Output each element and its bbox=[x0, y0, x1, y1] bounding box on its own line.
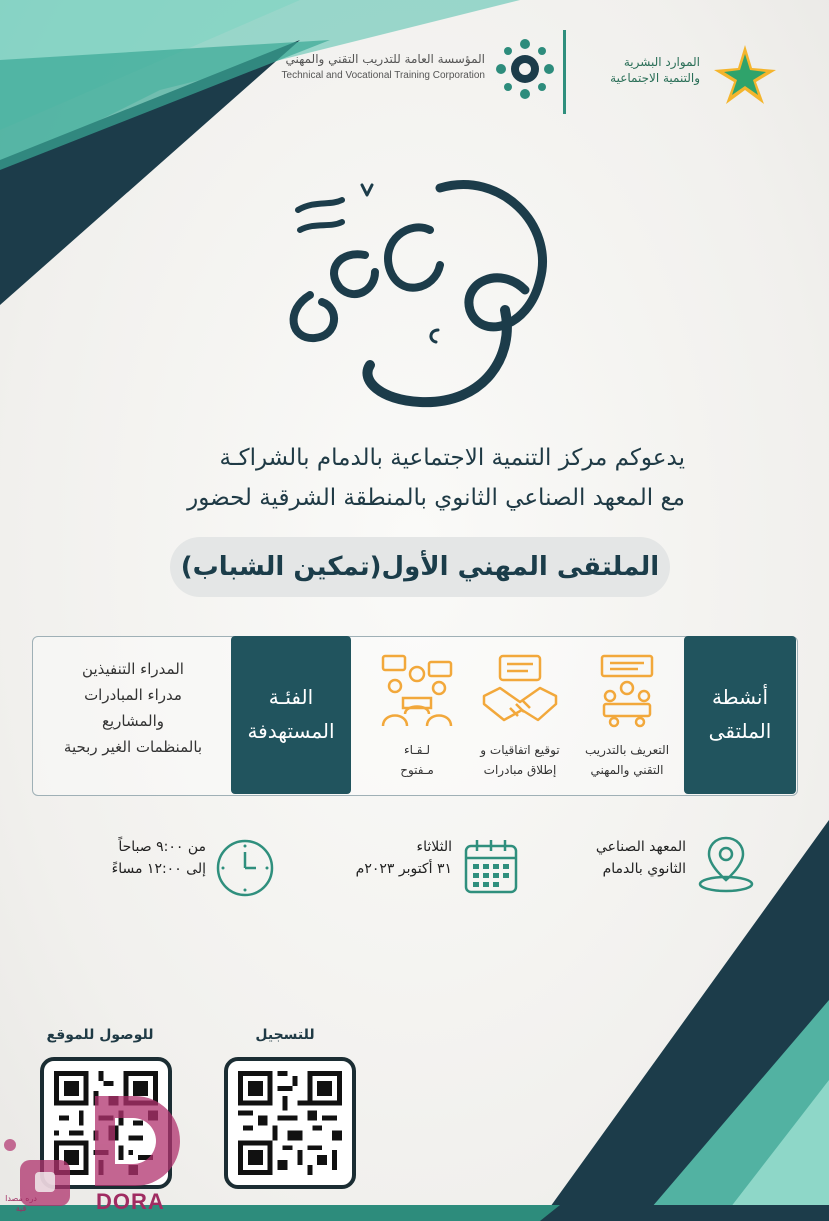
invitation-calligraphy bbox=[270, 170, 560, 420]
target-line: مدراء المبادرات bbox=[84, 686, 182, 704]
activity-training-line2: التقني والمهني bbox=[590, 763, 664, 777]
target-line: بالمنظمات الغير ربحية bbox=[63, 738, 203, 756]
location-line2: الثانوي بالدمام bbox=[602, 861, 686, 877]
register-qr-code[interactable] bbox=[224, 1057, 356, 1189]
handshake-icon bbox=[480, 652, 560, 732]
tvtc-emblem-icon bbox=[495, 36, 555, 102]
intro-line1: يدعوكم مركز التنمية الاجتماعية بالدمام بالشراكـة bbox=[219, 445, 685, 471]
activity-agreements-line1: توقيع اتفاقيات و bbox=[480, 743, 560, 757]
activity-item-open-meeting bbox=[362, 652, 472, 777]
logo-divider bbox=[563, 30, 566, 114]
location-pin-icon bbox=[697, 834, 755, 894]
activities-header-line2: الملتقى bbox=[708, 719, 772, 743]
event-name: الملتقى المهني الأول(تمكين الشباب) bbox=[180, 552, 660, 582]
target-audience-list bbox=[48, 656, 218, 760]
qr-code-icon bbox=[238, 1071, 342, 1175]
presentation-icon bbox=[592, 652, 662, 732]
date-line1: الثلاثاء bbox=[416, 839, 452, 855]
mhrsd-name-line2: والتنمية الاجتماعية bbox=[610, 71, 700, 85]
intro-text bbox=[110, 438, 685, 518]
event-time bbox=[70, 836, 206, 880]
location-line1: المعهد الصناعي bbox=[595, 839, 686, 855]
meeting-icon bbox=[377, 652, 457, 732]
activity-item-training bbox=[572, 652, 682, 777]
intro-line2: مع المعهد الصناعي الثانوي بالمنطقة الشرقية لحضور bbox=[187, 485, 685, 511]
activity-meeting-line2: مـفتوح bbox=[400, 763, 434, 777]
register-qr-label: للتسجيل bbox=[255, 1027, 315, 1043]
time-line1: من ٩:٠٠ صباحاً bbox=[118, 839, 206, 855]
palm-star-icon bbox=[710, 40, 780, 110]
event-date bbox=[318, 836, 452, 880]
activity-meeting-line1: لـقـاء bbox=[403, 743, 431, 757]
tvtc-name-en: Technical and Vocational Training Corporation bbox=[281, 70, 485, 81]
mhrsd-logo bbox=[590, 40, 780, 110]
event-location bbox=[560, 836, 686, 880]
dora-watermark-text: DORA bbox=[96, 1189, 165, 1214]
event-name-pill bbox=[170, 537, 670, 597]
location-qr-label: للوصول للموقع bbox=[46, 1027, 154, 1043]
activities-header-line1: أنشطة bbox=[711, 685, 769, 709]
calendar-icon bbox=[463, 838, 519, 896]
target-header-line1: الفئـة bbox=[268, 685, 314, 709]
activities-header bbox=[684, 636, 796, 794]
tvtc-name-ar: المؤسسة العامة للتدريب التقني والمهني bbox=[285, 52, 485, 66]
activity-item-agreements bbox=[465, 652, 575, 777]
dora-watermark-tagline: دره مصدا قية bbox=[5, 1194, 37, 1213]
mhrsd-name-line1: الموارد البشرية bbox=[623, 55, 700, 69]
target-line: المدراء التنفيذين bbox=[82, 660, 184, 678]
clock-icon bbox=[215, 838, 275, 898]
target-header bbox=[231, 636, 351, 794]
tvtc-logo bbox=[275, 30, 555, 110]
target-line: والمشاريع bbox=[101, 712, 164, 730]
target-header-line2: المستهدفة bbox=[247, 719, 335, 743]
time-line2: إلى ١٢:٠٠ مساءً bbox=[111, 861, 206, 877]
date-line2: ٣١ أكتوبر ٢٠٢٣م bbox=[355, 861, 452, 877]
activity-agreements-line2: إطلاق مبادرات bbox=[483, 763, 557, 777]
activity-training-line1: التعريف بالتدريب bbox=[584, 743, 670, 757]
